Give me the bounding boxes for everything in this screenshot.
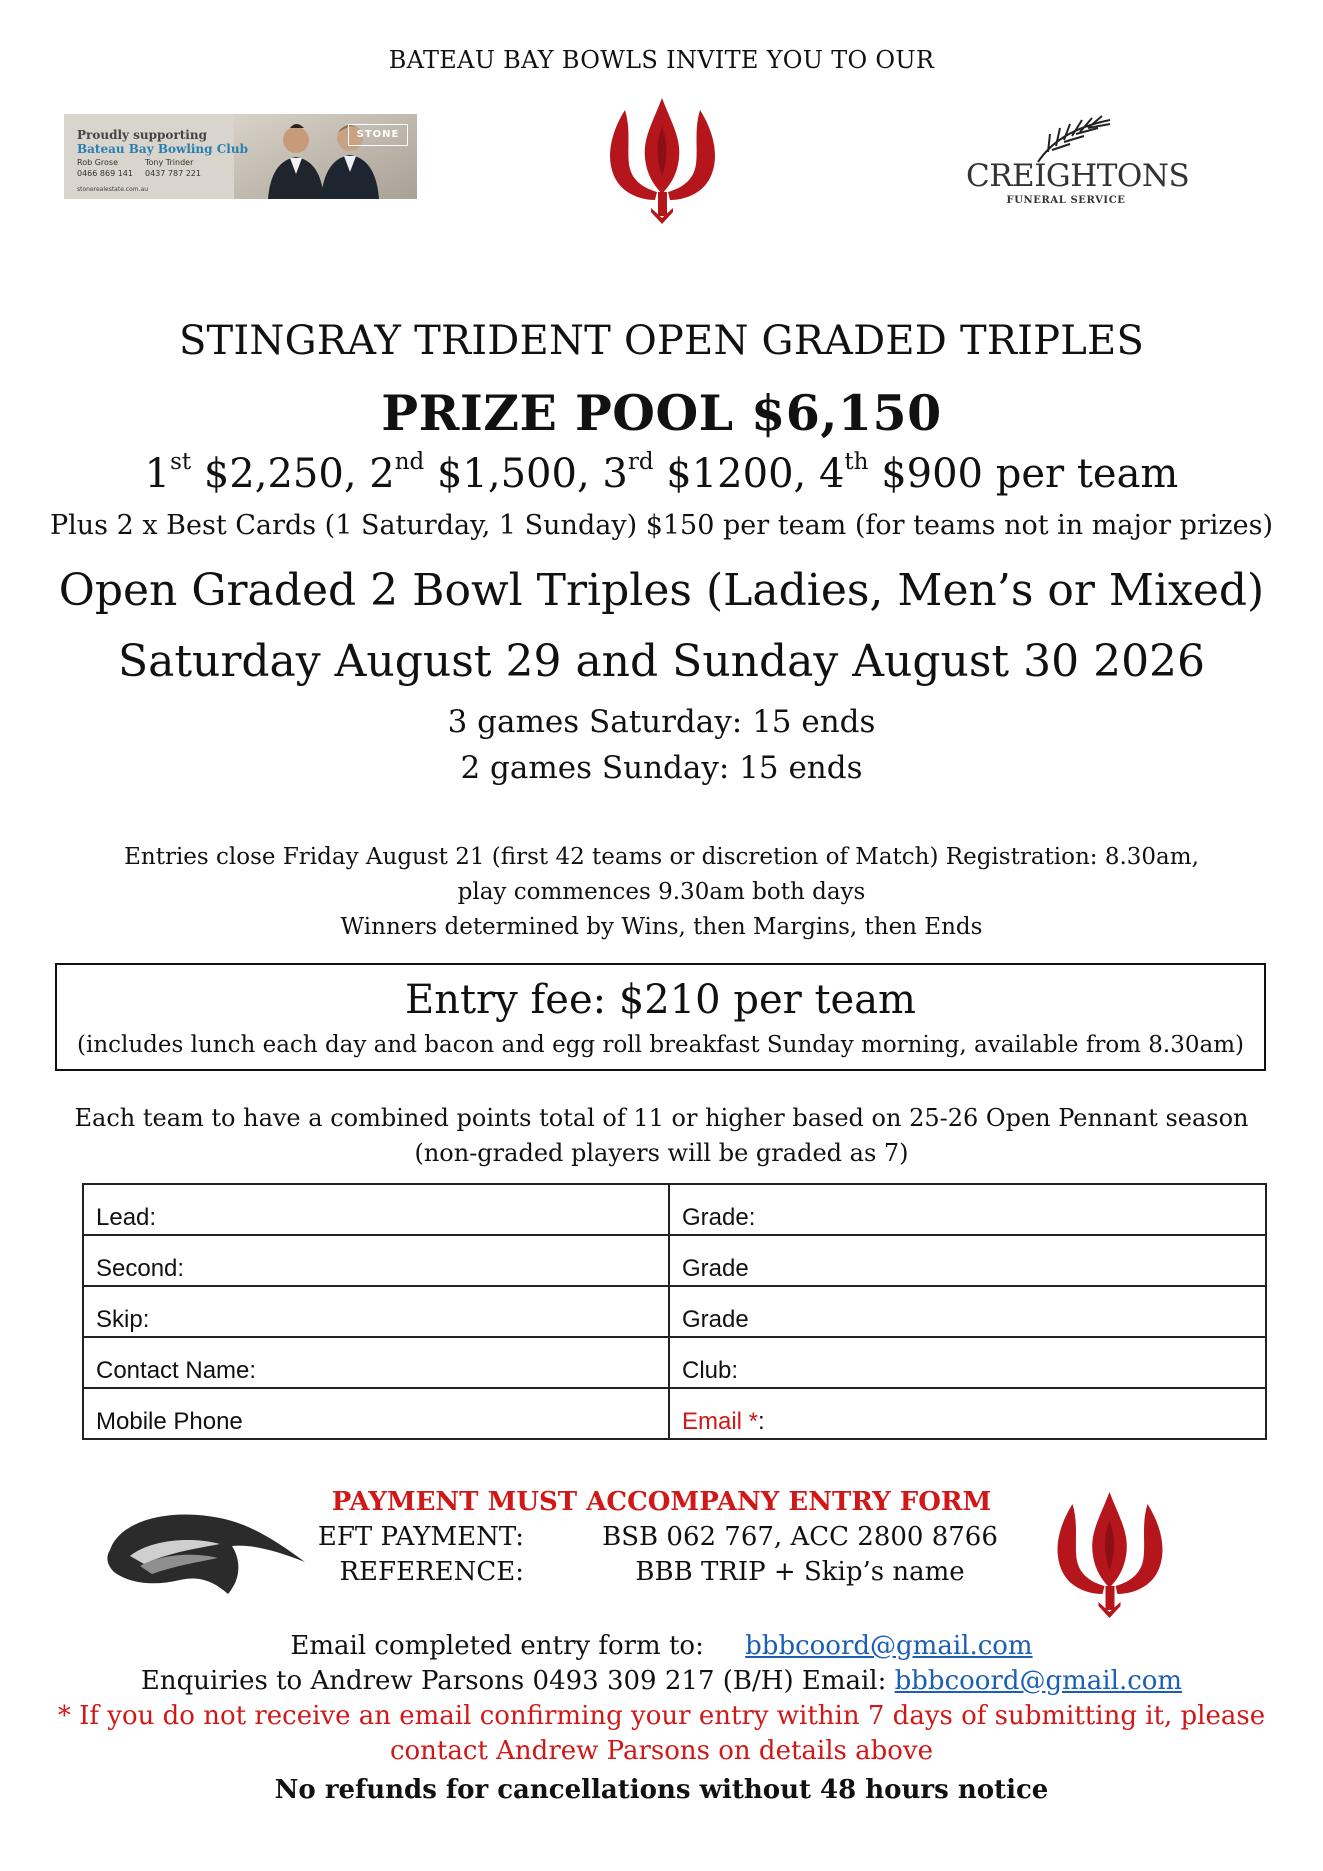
prize-4-ordinal: 4 <box>818 451 845 497</box>
event-dates: Saturday August 29 and Sunday August 30 2026 <box>117 636 1206 687</box>
eft-payment-label: EFT PAYMENT: <box>317 1522 524 1552</box>
prize-1-suffix: st <box>170 449 192 475</box>
skip-field[interactable]: Skip: <box>83 1286 669 1337</box>
reference-label: REFERENCE: <box>339 1557 524 1587</box>
winners-determined: Winners determined by Wins, then Margins, then Ends <box>340 914 983 940</box>
email-field-label: Email * <box>682 1408 759 1435</box>
prize-3-suffix: rd <box>627 449 654 475</box>
entries-close: Entries close Friday August 21 (first 42 teams or discretion of Match) Registration: 8.30am, <box>124 844 1199 870</box>
agent-phone-2: 0437 787 221 <box>145 169 201 178</box>
agent-name-1: Rob Grose <box>77 158 119 167</box>
table-row <box>83 1184 1266 1235</box>
banner-proudly-supporting: Proudly supporting <box>77 128 207 142</box>
table-row <box>83 1337 1266 1388</box>
trident-logo-icon <box>605 96 720 226</box>
event-format: Open Graded 2 Bowl Triples (Ladies, Men’s or Mixed) <box>58 565 1265 616</box>
games-saturday: 3 games Saturday: 15 ends <box>447 704 876 740</box>
enquiries-line <box>0 1666 1323 1696</box>
banner-text-block <box>77 128 248 193</box>
stone-logo-badge: STONE <box>348 124 408 146</box>
payment-heading: PAYMENT MUST ACCOMPANY ENTRY FORM <box>331 1487 992 1517</box>
entry-fee-box <box>55 963 1266 1071</box>
entry-fee-title: Entry fee: $210 per team <box>405 977 916 1023</box>
prize-4-suffix: th <box>844 449 869 475</box>
prize-breakdown <box>0 451 1323 497</box>
mobile-phone-field[interactable]: Mobile Phone <box>83 1388 669 1439</box>
agent-phone-1: 0466 869 141 <box>77 169 133 178</box>
banner-club-name: Bateau Bay Bowling Club <box>77 142 248 156</box>
enquiries-text: Enquiries to Andrew Parsons 0493 309 217 (B/H) Email: <box>140 1666 887 1696</box>
table-row <box>83 1286 1266 1337</box>
email-field-colon: : <box>758 1408 765 1435</box>
prize-1-amount: $2,250, <box>203 451 357 497</box>
second-field[interactable]: Second: <box>83 1235 669 1286</box>
prize-3-amount: $1200, <box>666 451 807 497</box>
games-sunday: 2 games Sunday: 15 ends <box>460 750 863 786</box>
prize-pool: PRIZE POOL $6,150 <box>381 384 942 442</box>
email-field[interactable] <box>669 1388 1266 1439</box>
prize-4-amount: $900 per team <box>881 451 1179 497</box>
eft-payment-value: BSB 062 767, ACC 2800 8766 <box>602 1522 998 1552</box>
banner-agent-names <box>77 158 248 167</box>
email-entry-text: Email completed entry form to: <box>290 1631 704 1661</box>
enquiries-email-link[interactable]: bbbcoord@gmail.com <box>894 1666 1183 1696</box>
agent-name-2: Tony Trinder <box>145 158 194 167</box>
creightons-name: CREIGHTONS <box>966 158 1190 194</box>
event-title: STINGRAY TRIDENT OPEN GRADED TRIPLES <box>178 318 1145 364</box>
table-row <box>83 1388 1266 1439</box>
best-cards-note: Plus 2 x Best Cards (1 Saturday, 1 Sunday) $150 per team (for teams not in major prizes) <box>49 510 1274 541</box>
second-grade-field[interactable]: Grade <box>669 1235 1266 1286</box>
lead-grade-field[interactable]: Grade: <box>669 1184 1266 1235</box>
intro-text: BATEAU BAY BOWLS INVITE YOU TO OUR <box>388 46 935 74</box>
prize-2-suffix: nd <box>394 449 425 475</box>
prize-3-ordinal: 3 <box>602 451 628 497</box>
skip-grade-field[interactable]: Grade <box>669 1286 1266 1337</box>
entry-form-table <box>82 1183 1267 1440</box>
email-entry-line <box>0 1631 1323 1661</box>
confirmation-warning-1: * If you do not receive an email confirming your entry within 7 days of submitting it, please <box>57 1701 1266 1731</box>
prize-2-amount: $1,500, <box>436 451 590 497</box>
no-refunds-notice: No refunds for cancellations without 48 hours notice <box>274 1775 1049 1805</box>
entry-email-link[interactable]: bbbcoord@gmail.com <box>745 1631 1033 1661</box>
banner-agent-phones <box>77 169 248 178</box>
palm-frond-icon <box>1030 114 1120 164</box>
lead-field[interactable]: Lead: <box>83 1184 669 1235</box>
entry-fee-note: (includes lunch each day and bacon and egg roll breakfast Sunday morning, available from 8.30am) <box>76 1032 1245 1058</box>
reference-value: BBB TRIP + Skip’s name <box>635 1557 965 1587</box>
table-row <box>83 1235 1266 1286</box>
banner-website: stonerealestate.com.au <box>77 186 149 193</box>
trident-logo-icon <box>1052 1490 1168 1620</box>
play-commences: play commences 9.30am both days <box>457 879 866 905</box>
prize-1-ordinal: 1 <box>144 451 171 497</box>
grading-rule: Each team to have a combined points total of 11 or higher based on 25-26 Open Pennant season <box>74 1104 1249 1132</box>
confirmation-warning-2: contact Andrew Parsons on details above <box>389 1736 934 1766</box>
prize-2-ordinal: 2 <box>369 451 395 497</box>
contact-name-field[interactable]: Contact Name: <box>83 1337 669 1388</box>
creightons-subtitle: FUNERAL SERVICE <box>1006 195 1126 206</box>
club-field[interactable]: Club: <box>669 1337 1266 1388</box>
grading-note: (non-graded players will be graded as 7) <box>414 1139 909 1167</box>
